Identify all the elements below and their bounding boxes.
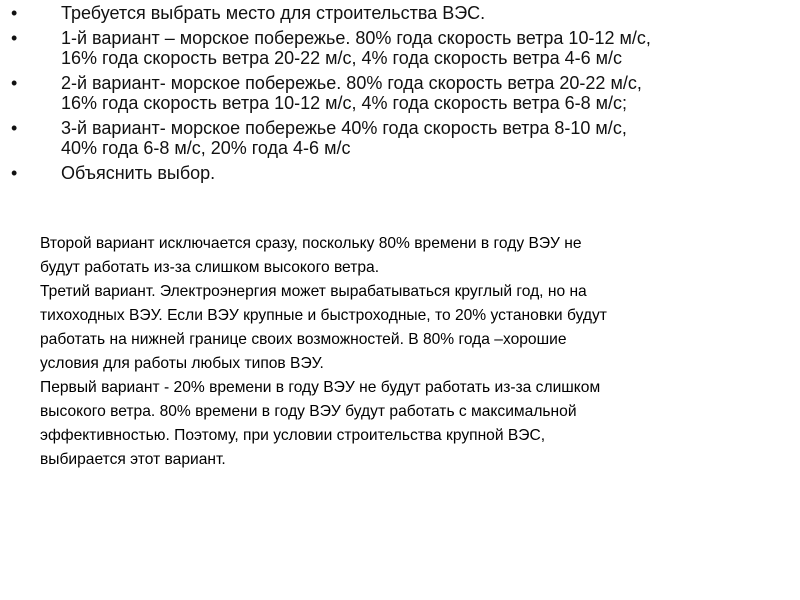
task-item-text: Требуется выбрать место для строительства ВЭС.	[61, 3, 486, 23]
answer-line: выбирается этот вариант.	[40, 451, 226, 468]
answer-line: Второй вариант исключается сразу, поскольку 80% времени в году ВЭУ не	[40, 235, 582, 252]
task-item-text-continued: 16% года скорость ветра 20-22 м/с, 4% года скорость ветра 4-6 м/с	[61, 48, 622, 68]
bullet-icon: •	[11, 118, 18, 138]
task-item-text: 1-й вариант – морское побережье. 80% года скорость ветра 10-12 м/с,	[61, 28, 651, 48]
answer-line: условия для работы любых типов ВЭУ.	[40, 355, 324, 372]
answer-line: тихоходных ВЭУ. Если ВЭУ крупные и быстроходные, то 20% установки будут	[40, 307, 607, 324]
bullet-icon: •	[11, 28, 18, 48]
task-item-option-3	[0, 118, 800, 158]
answer-line: Третий вариант. Электроэнергия может вырабатываться круглый год, но на	[40, 283, 587, 300]
task-item-option-2	[0, 73, 800, 113]
answer-line: Первый вариант - 20% времени в году ВЭУ не будут работать из-за слишком	[40, 379, 601, 396]
task-item-text: 2-й вариант- морское побережье. 80% года скорость ветра 20-22 м/с,	[61, 73, 642, 93]
bullet-icon: •	[11, 73, 18, 93]
task-item-intro	[0, 3, 800, 23]
task-item-text-continued: 16% года скорость ветра 10-12 м/с, 4% года скорость ветра 6-8 м/с;	[61, 93, 627, 113]
answer-line: эффективностью. Поэтому, при условии строительства крупной ВЭС,	[40, 427, 546, 444]
answer-text	[40, 232, 790, 472]
bullet-icon: •	[11, 3, 18, 23]
task-item-text-continued: 40% года 6-8 м/с, 20% года 4-6 м/с	[61, 138, 351, 158]
bullet-icon: •	[11, 163, 18, 183]
answer-line: высокого ветра. 80% времени в году ВЭУ будут работать с максимальной	[40, 403, 577, 420]
task-item-option-1	[0, 28, 800, 68]
task-list	[0, 0, 800, 188]
task-item-explain	[0, 163, 800, 183]
answer-line: будут работать из-за слишком высокого ветра.	[40, 259, 380, 276]
task-item-text: Объяснить выбор.	[61, 163, 216, 183]
task-item-text: 3-й вариант- морское побережье 40% года скорость ветра 8-10 м/с,	[61, 118, 627, 138]
answer-line: работать на нижней границе своих возможностей. В 80% года –хорошие	[40, 331, 567, 348]
